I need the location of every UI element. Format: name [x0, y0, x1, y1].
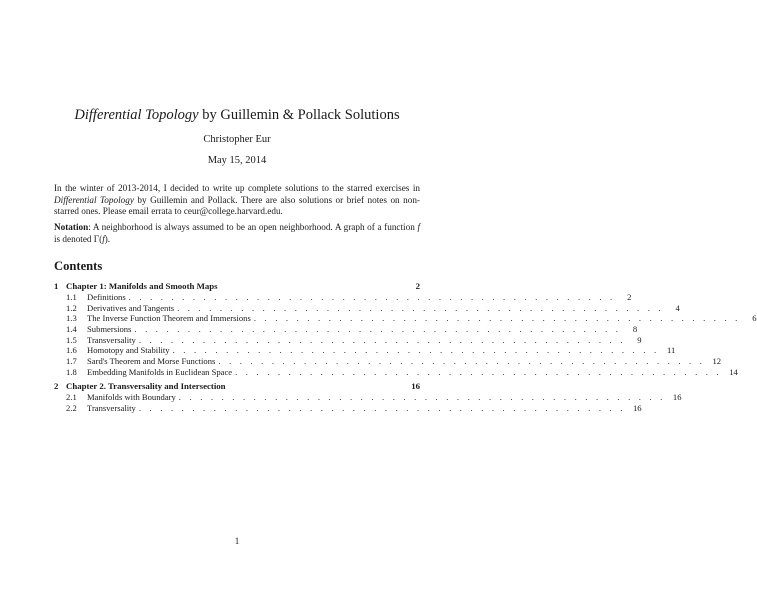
- section-number: 2.1: [66, 392, 77, 402]
- section-number: 1.5: [66, 334, 77, 345]
- toc-leader-dots: . . . . . . . . . . . . . . . . . . . . . . . . . . . . . . . . . . . . . . . . . . . . . .: [253, 313, 741, 324]
- chapter-title: Chapter 2. Transversality and Intersection: [66, 381, 226, 391]
- section-title: Submersions: [87, 324, 132, 335]
- toc-leader-dots: . . . . . . . . . . . . . . . . . . . . . . . . . . . . . . . . . . . . . . . . . . . . . .: [235, 366, 722, 377]
- chapter-page: 2: [415, 281, 420, 291]
- notation-f2: f: [102, 233, 105, 244]
- chapter-number: 1: [54, 281, 59, 291]
- toc-leader-dots: . . . . . . . . . . . . . . . . . . . . . . . . . . . . . . . . . . . . . . . . . . . . . .: [218, 356, 706, 367]
- author-name: Christopher Eur: [203, 134, 271, 145]
- section-number: 2.2: [66, 402, 77, 413]
- toc-chapter-row[interactable]: [54, 280, 420, 292]
- section-title: Manifolds with Boundary: [87, 392, 176, 402]
- section-title: The Inverse Function Theorem and Immersions: [87, 313, 251, 324]
- toc-leader-dots: . . . . . . . . . . . . . . . . . . . . . . . . . . . . . . . . . . . . . . . . . . . . . .: [128, 292, 616, 302]
- toc-leader-dots: . . . . . . . . . . . . . . . . . . . . . . . . . . . . . . . . . . . . . . . . . . . . . .: [138, 334, 626, 345]
- section-number: 1.3: [66, 313, 77, 324]
- notation-label: Notation: [54, 222, 89, 232]
- section-page: 4: [675, 302, 680, 313]
- notation-f: f: [417, 222, 420, 232]
- toc-chapter-1: [54, 280, 757, 378]
- toc-section-row[interactable]: [54, 356, 722, 367]
- section-page: 11: [667, 345, 676, 356]
- title-rest: by Guillemin & Pollack Solutions: [198, 107, 400, 123]
- section-page: 14: [729, 366, 738, 377]
- section-number: 1.7: [66, 356, 77, 367]
- section-page: 6: [752, 313, 757, 324]
- section-number: 1.6: [66, 345, 77, 356]
- section-number: 1.1: [66, 292, 77, 302]
- section-number: 1.2: [66, 302, 77, 313]
- toc-section-row[interactable]: [54, 334, 642, 346]
- section-number: 1.8: [66, 366, 77, 377]
- section-title: Transversality: [87, 334, 136, 345]
- section-page: 2: [627, 292, 632, 302]
- section-title: Sard's Theorem and Morse Functions: [87, 356, 216, 367]
- document-date: May 15, 2014: [207, 155, 267, 166]
- contents-heading: Contents: [54, 259, 103, 273]
- notation-paragraph: [54, 222, 420, 245]
- toc-section-row[interactable]: [54, 302, 680, 314]
- section-page: 8: [632, 324, 638, 335]
- section-title: Transversality: [87, 402, 136, 413]
- toc-section-row[interactable]: [54, 292, 632, 303]
- toc-section-row[interactable]: [54, 392, 682, 403]
- section-number: 1.4: [66, 324, 77, 335]
- section-page: 12: [712, 356, 722, 367]
- document-title: [0, 106, 474, 124]
- section-title: Embedding Manifolds in Euclidean Space: [87, 366, 233, 377]
- notation-text-a: : A neighborhood is always assumed to be an open neighborhood. A graph of a function: [88, 222, 418, 232]
- chapter-page: 16: [411, 381, 420, 391]
- toc-leader-dots: . . . . . . . . . . . . . . . . . . . . . . . . . . . . . . . . . . . . . . . . . . . . . .: [138, 402, 626, 413]
- section-page: 16: [632, 402, 642, 413]
- section-page: 16: [672, 392, 682, 402]
- toc-chapter-row[interactable]: [54, 380, 420, 392]
- toc-section-row[interactable]: [54, 313, 757, 324]
- intro-text-a: In the winter of 2013-2014, I decided to write up complete solutions to the starred exercises in: [54, 183, 420, 193]
- chapter-number: 2: [54, 381, 59, 391]
- toc-leader-dots: . . . . . . . . . . . . . . . . . . . . . . . . . . . . . . . . . . . . . . . . . . . . . .: [178, 392, 666, 402]
- intro-text-b: by Guillemin and Pollack. There are also solutions or brief notes on non-starred ones. Please email errata to ceur@college.harvard.edu.: [54, 194, 420, 217]
- toc-leader-dots: . . . . . . . . . . . . . . . . . . . . . . . . . . . . . . . . . . . . . . . . . . . . . .: [177, 302, 664, 313]
- toc-section-row[interactable]: [54, 402, 642, 414]
- toc-leader-dots: . . . . . . . . . . . . . . . . . . . . . . . . . . . . . . . . . . . . . . . . . . . . . .: [134, 324, 622, 335]
- toc-section-row[interactable]: [54, 324, 638, 335]
- toc-chapter-2: [54, 380, 682, 413]
- toc-section-row[interactable]: [54, 366, 738, 378]
- chapter-title: Chapter 1: Manifolds and Smooth Maps: [66, 281, 218, 291]
- notation-text-c: ).: [104, 233, 111, 244]
- section-page: 9: [637, 334, 642, 345]
- toc-section-row[interactable]: [54, 345, 676, 356]
- title-italic: Differential Topology: [74, 107, 199, 123]
- notation-text-b: is denoted Γ(: [54, 233, 103, 244]
- intro-paragraph: [54, 183, 420, 218]
- intro-text-italic: Differential Topology: [54, 194, 134, 205]
- section-title: Homotopy and Stability: [87, 345, 170, 356]
- section-title: Definitions: [87, 292, 126, 302]
- toc-leader-dots: . . . . . . . . . . . . . . . . . . . . . . . . . . . . . . . . . . . . . . . . . . . . . .: [172, 345, 660, 356]
- section-title: Derivatives and Tangents: [87, 302, 175, 313]
- page-number: 1: [234, 536, 240, 546]
